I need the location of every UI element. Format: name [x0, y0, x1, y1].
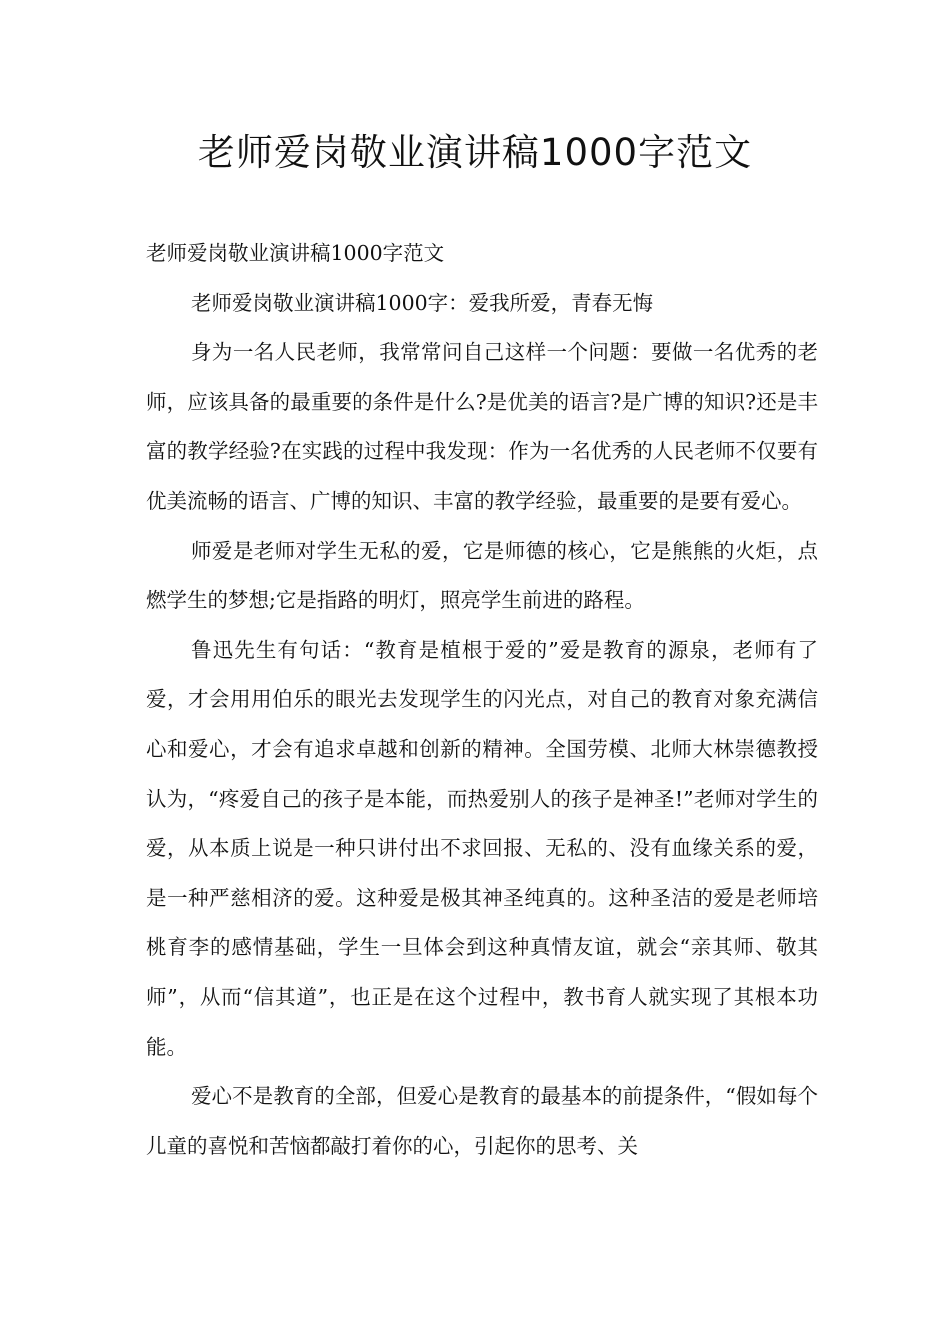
paragraph: 爱心不是教育的全部，但爱心是教育的最基本的前提条件，“假如每个儿童的喜悦和苦恼都敲打着你的心，引起你的思考、关	[146, 1084, 818, 1158]
speech-heading: 老师爱岗敬业演讲稿1000字：爱我所爱，青春无悔	[191, 290, 654, 315]
document-subtitle: 老师爱岗敬业演讲稿1000字范文	[146, 241, 445, 265]
paragraph: 鲁迅先生有句话：“教育是植根于爱的”爱是教育的源泉，老师有了爱，才会用用伯乐的眼光去发现学生的闪光点，对自己的教育对象充满信心和爱心，才会有追求卓越和创新的精神。全国劳模、北师大林崇德教授认为，“疼爱自己的孩子是本能，而热爱别人的孩子是神圣!”老师对学生的爱，从本质上说是一种只讲付出不求回报、无私的、没有血缘关系的爱，是一种严慈相济的爱。这种爱是极其神圣纯真的。这种圣洁的爱是老师培桃育李的感情基础，学生一旦体会到这种真情友谊，就会“亲其师、敬其师”，从而“信其道”，也正是在这个过程中，教书育人就实现了其根本功能。	[146, 637, 818, 1059]
document-title: 老师爱岗敬业演讲稿1000字范文	[197, 131, 753, 174]
document-body	[146, 229, 818, 1171]
paragraph: 师爱是老师对学生无私的爱，它是师德的核心，它是熊熊的火炬，点燃学生的梦想;它是指路的明灯，照亮学生前进的路程。	[146, 538, 818, 613]
paragraph: 身为一名人民老师，我常常问自己这样一个问题：要做一名优秀的老师，应该具备的最重要的条件是什么?是优美的语言?是广博的知识?还是丰富的教学经验?在实践的过程中我发现：作为一名优秀的人民老师不仅要有优美流畅的语言、广博的知识、丰富的教学经验，最重要的是要有爱心。	[146, 340, 818, 513]
